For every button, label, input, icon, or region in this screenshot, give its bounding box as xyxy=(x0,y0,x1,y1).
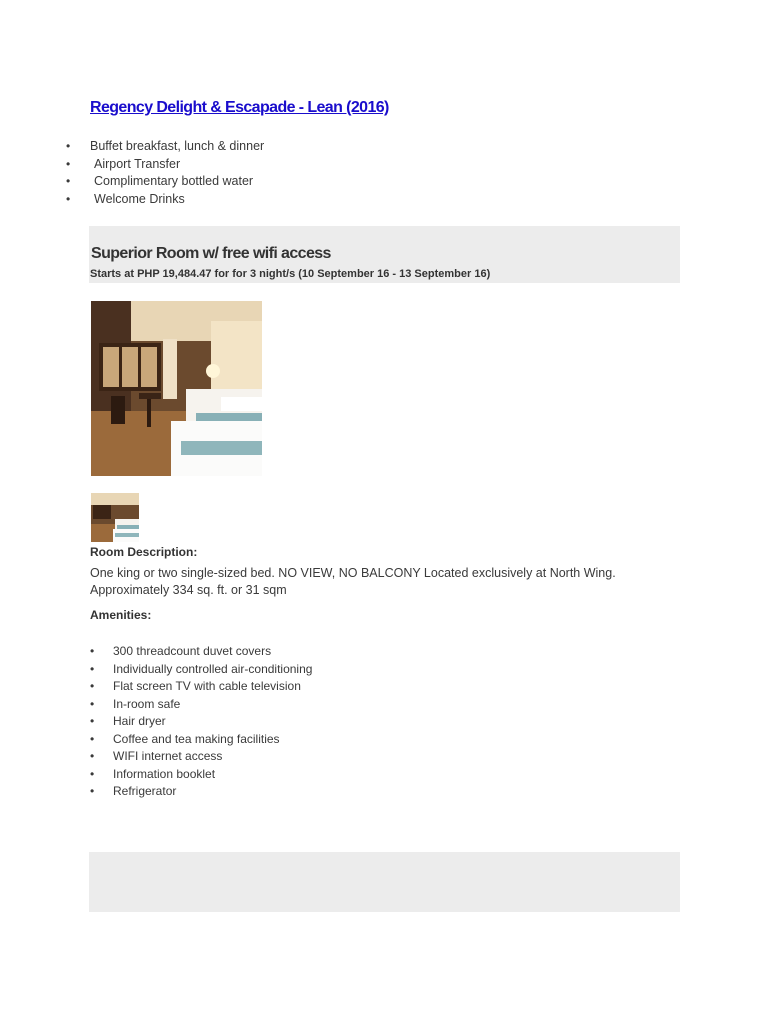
amenity-text: In-room safe xyxy=(113,696,181,711)
bullet: • xyxy=(90,661,95,676)
amenity-text: Refrigerator xyxy=(113,784,177,798)
hotel-room-photo-icon xyxy=(91,301,262,476)
inclusion-text: Buffet breakfast, lunch & dinner xyxy=(90,139,265,153)
room-photo[interactable] xyxy=(91,301,262,476)
bullet: • xyxy=(90,766,95,781)
package-title-link[interactable]: Regency Delight & Escapade - Lean (2016) xyxy=(90,99,389,116)
amenity-text: Individually controlled air-conditioning xyxy=(113,661,313,676)
inclusion-text: Welcome Drinks xyxy=(94,191,185,206)
empty-panel xyxy=(89,852,680,912)
room-description-line: One king or two single-sized bed. NO VIEW, NO BALCONY Located exclusively at North Wing. xyxy=(90,566,616,580)
amenity-text: Hair dryer xyxy=(113,714,166,728)
inclusion-text: Airport Transfer xyxy=(94,156,181,171)
bullet: • xyxy=(90,644,95,658)
amenity-text: Information booklet xyxy=(113,766,216,781)
room-title: Superior Room w/ free wifi access xyxy=(91,245,331,262)
bullet: • xyxy=(90,749,95,763)
amenity-text: Coffee and tea making facilities xyxy=(113,731,280,746)
hotel-room-thumbnail-icon xyxy=(91,493,139,542)
amenity-text: Flat screen TV with cable television xyxy=(113,679,301,693)
bullet: • xyxy=(66,191,71,206)
bullet: • xyxy=(66,174,71,188)
room-photo-thumbnail[interactable] xyxy=(91,493,139,542)
amenity-text: 300 threadcount duvet covers xyxy=(113,644,272,658)
bullet: • xyxy=(90,784,95,798)
bullet: • xyxy=(66,156,71,171)
room-description-label: Room Description: xyxy=(90,545,198,559)
amenity-text: WIFI internet access xyxy=(113,749,223,763)
bullet: • xyxy=(90,731,95,746)
bullet: • xyxy=(66,139,71,153)
room-description xyxy=(90,565,650,598)
bullet: • xyxy=(90,696,95,711)
room-description-line: Approximately 334 sq. ft. or 31 sqm xyxy=(90,582,287,597)
amenities-label: Amenities: xyxy=(90,608,152,622)
bullet: • xyxy=(90,679,95,693)
bullet: • xyxy=(90,714,95,728)
room-rate: Starts at PHP 19,484.47 for for 3 night/s (10 September 16 - 13 September 16) xyxy=(90,268,491,280)
inclusion-text: Complimentary bottled water xyxy=(94,174,254,188)
